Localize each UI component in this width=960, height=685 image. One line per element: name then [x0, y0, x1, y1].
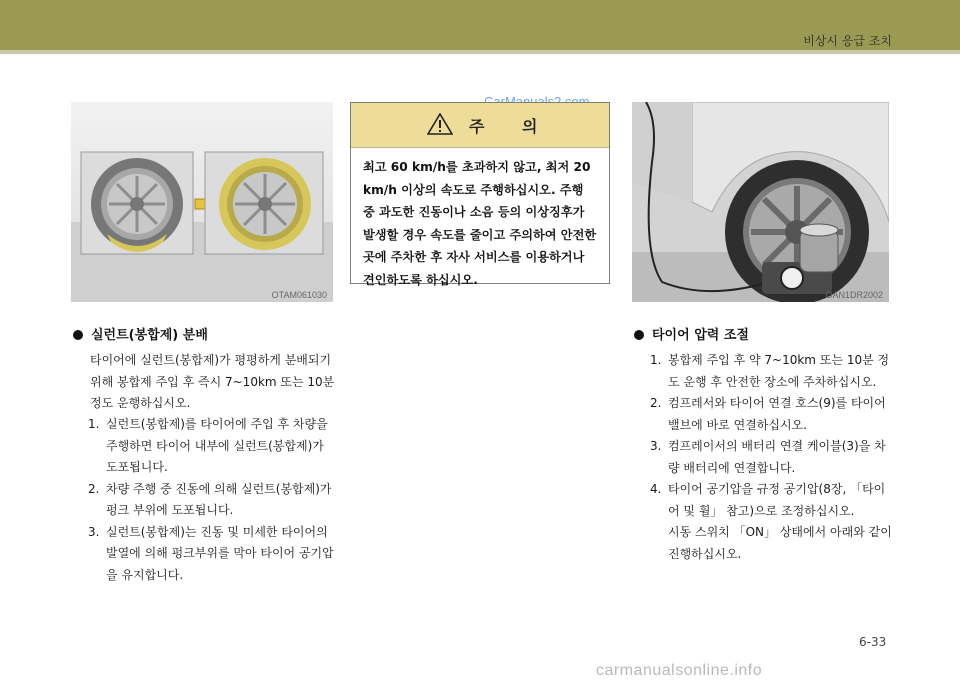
- section-bullet-icon: [634, 330, 644, 340]
- list-item: 2. 차량 주행 중 진동에 의해 실런트(봉합제)가 펑크 부위에 도포됩니다.: [88, 481, 332, 517]
- footer-watermark: carmanualsonline.info: [596, 662, 763, 679]
- caution-title: 주 의: [469, 117, 554, 136]
- compressor-figure: [632, 102, 889, 302]
- chapter-title: 비상시 응급 조치: [803, 34, 892, 48]
- figure-caption-left: OTAM061030: [271, 290, 327, 300]
- sealant-steps: [88, 414, 338, 586]
- list-item: 2. 컴프레서와 타이어 연결 호스(9)를 타이어 밸브에 바로 연결하십시오.: [650, 396, 886, 432]
- page-number: 6-33: [859, 635, 887, 649]
- figure-caption-right: OAN1DR2002: [825, 290, 883, 300]
- warning-triangle-icon: [427, 113, 453, 135]
- compressor-illustration: [632, 102, 889, 302]
- list-item: 1. 실런트(봉합제)를 타이어에 주입 후 차량을 주행하면 타이어 내부에 실런트(봉합제)가 도포됩니다.: [88, 417, 328, 474]
- list-item: 3. 실런트(봉합제)는 진동 및 미세한 타이어의 발열에 의해 펑크부위를 막아 타이어 공기압을 유지합니다.: [88, 524, 334, 582]
- section-bullet-icon: [73, 330, 83, 340]
- caution-box: [350, 102, 610, 287]
- section-title-sealant: 실런트(봉합제) 분배: [73, 324, 208, 343]
- pressure-after-note: 시동 스위치 「ON」 상태에서 아래와 같이 진행하십시오.: [668, 525, 892, 561]
- section-title-pressure: 타이어 압력 조절: [634, 324, 749, 343]
- sealant-figure: [71, 102, 333, 302]
- list-item: 3. 컴프레이서의 배터리 연결 케이블(3)을 차량 배터리에 연결합니다.: [650, 439, 886, 475]
- caution-text: 최고 60 km/h를 초과하지 않고, 최저 20 km/h 이상의 속도로 주행하십시오. 주행 중 과도한 진동이나 소음 등의 이상징후가 발생할 경우 속도를 줄이고 주의하여 안전한 곳에 주차한 후 자사 서비스를 이용하거나 견인하도록 하십시오.: [363, 160, 597, 287]
- list-item: 1. 봉합제 주입 후 약 7~10km 또는 10분 정도 운행 후 안전한 장소에 주차하십시오.: [650, 353, 890, 389]
- header-divider: [0, 50, 960, 54]
- list-item: 4. 타이어 공기압을 규정 공기압(8장, 「타이어 및 휠」 참고)으로 조정하십시오.: [650, 482, 886, 518]
- caution-header: [351, 103, 609, 148]
- sealant-illustration: [71, 102, 333, 302]
- pressure-steps: [650, 350, 895, 522]
- sealant-intro: 타이어에 실런트(봉합제)가 평평하게 분배되기 위해 봉합제 주입 후 즉시 7~10km 또는 10분 정도 운행하십시오.: [90, 353, 335, 410]
